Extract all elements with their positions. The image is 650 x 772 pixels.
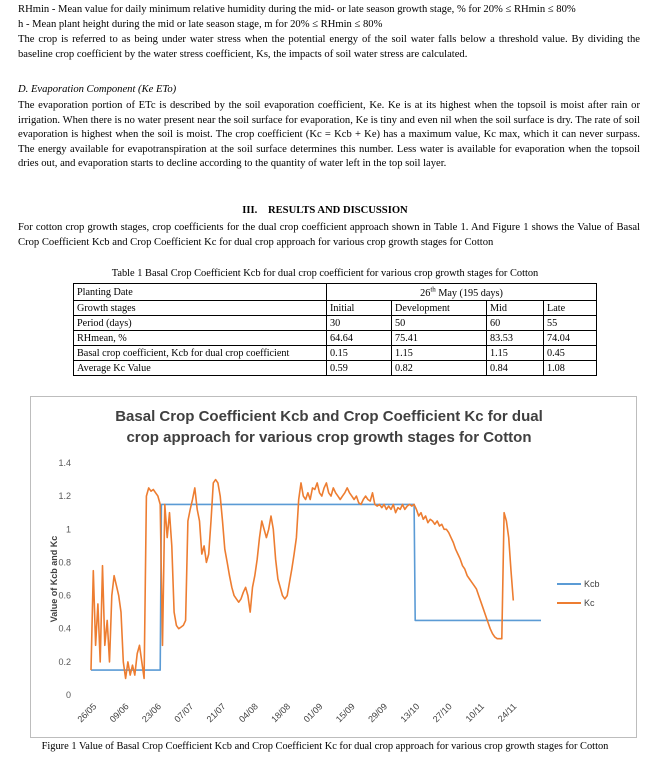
table-cell: 83.53	[487, 331, 544, 346]
y-tick-label: 1.2	[58, 491, 71, 502]
stress-paragraph: The crop is referred to as being under water stress when the potential energy of the soil water falls below a threshold value. By dividing the baseline crop coefficient by the water stress coefficient, Ks, the impacts of soil water stress are calculated.	[18, 34, 640, 60]
table-cell: 1.15	[487, 346, 544, 361]
x-tick-label: 09/06	[107, 701, 131, 725]
y-tick-label: 0.2	[58, 656, 71, 667]
section-heading	[0, 205, 650, 216]
table-row	[74, 331, 597, 346]
evaporation-paragraph: The evaporation portion of ETc is described by the soil evaporation coefficient, Ke. Ke is at its highest when the topsoil is moist after rain or irrigation. When there is no water present near the soil surface for evaporation, Ke is tiny and even nil when the soil surface is dry. The rate of soil evaporation is highest when the soil is moist. The crop coefficient (Kc = Kcb + Ke) has a maximum value, Kc max, which it can never surpass. The energy available for evapotranspiration at the soil surface determines this number. Less water is available for evaporation when the topsoil dries out, and evaporation starts to decline according to the quantity of water left in the top soil layer.	[18, 100, 640, 170]
legend-label-kc: Kc	[584, 598, 595, 608]
table-cell: 0.15	[327, 346, 392, 361]
figure-1-chart	[30, 396, 637, 738]
table-cell: 0.82	[392, 361, 487, 376]
section-d-heading: D. Evaporation Component (Ke ETo)	[18, 84, 177, 95]
table-cell: Period (days)	[74, 316, 327, 331]
table-cell: 1.08	[544, 361, 597, 376]
table-row	[74, 361, 597, 376]
table-cell: Mid	[487, 301, 544, 316]
y-tick-label: 1.4	[58, 458, 71, 468]
legend	[557, 579, 600, 608]
table-row	[74, 284, 597, 301]
planting-date-cell	[327, 284, 597, 301]
table-cell: 0.59	[327, 361, 392, 376]
series-line-kc	[91, 480, 513, 679]
table-cell: 50	[392, 316, 487, 331]
y-axis-label: Value of Kcb and Kc	[49, 535, 59, 623]
x-tick-label: 01/09	[301, 701, 325, 725]
table-row	[74, 301, 597, 316]
legend-label-kcb: Kcb	[584, 579, 600, 589]
table-cell: Development	[392, 301, 487, 316]
figure-caption: Figure 1 Value of Basal Crop Coefficient Kcb and Crop Coefficient Kc for dual crop approach for various crop growth stages for Cotton	[41, 741, 609, 752]
x-tick-label: 27/10	[430, 701, 454, 725]
table-caption: Table 1 Basal Crop Coefficient Kcb for dual crop coefficient for various crop growth stages for Cotton	[111, 268, 539, 279]
chart-svg	[31, 397, 636, 737]
table-cell: 74.04	[544, 331, 597, 346]
x-tick-label: 04/08	[236, 701, 260, 725]
table-cell: Average Kc Value	[74, 361, 327, 376]
y-tick-label: 0.4	[58, 623, 71, 634]
table-cell: 75.41	[392, 331, 487, 346]
x-tick-label: 23/06	[140, 701, 164, 725]
table-cell: 64.64	[327, 331, 392, 346]
table-cell: Late	[544, 301, 597, 316]
y-tick-label: 1	[65, 524, 71, 535]
table-cell: 60	[487, 316, 544, 331]
x-tick-label: 10/11	[463, 701, 487, 724]
chart-title-line-1: Basal Crop Coefficient Kcb and Crop Coefficient Kc for dual	[115, 408, 543, 425]
y-tick-label: 0.6	[58, 590, 71, 601]
planting-date-value: 26th May (195 days)	[420, 286, 503, 300]
y-tick-label: 0	[65, 690, 71, 700]
series-line-kcb	[91, 504, 541, 670]
y-tick-label: 0.8	[58, 557, 71, 568]
coefficient-table	[73, 283, 597, 376]
intro-h-line: h - Mean plant height during the mid or late season stage, m for 20% ≤ RHmin ≤ 80%	[18, 19, 383, 30]
table-cell: 55	[544, 316, 597, 331]
table-cell: 30	[327, 316, 392, 331]
table-cell: Planting Date	[74, 284, 327, 301]
table-cell: 0.45	[544, 346, 597, 361]
x-tick-label: 15/09	[333, 701, 357, 725]
table-cell: Initial	[327, 301, 392, 316]
x-tick-label: 07/07	[172, 701, 196, 725]
table-row	[74, 316, 597, 331]
table-row	[74, 346, 597, 361]
intro-rhmin-line: RHmin - Mean value for daily minimum relative humidity during the mid- or late season growth stage, % for 20% ≤ RHmin ≤ 80%	[18, 4, 576, 15]
section-number: III.	[242, 205, 258, 216]
chart-title-line-2: crop approach for various crop growth stages for Cotton	[126, 429, 532, 446]
results-paragraph: For cotton crop growth stages, crop coefficients for the dual crop coefficient approach shown in Table 1. And Figure 1 shows the Value of Basal Crop Coefficient Kcb and Crop Coefficient Kc for dual crop approach for various crop growth stages for Cotton	[18, 222, 640, 248]
x-tick-label: 24/11	[495, 701, 519, 724]
table-cell: RHmean, %	[74, 331, 327, 346]
series	[91, 480, 541, 679]
x-tick-label: 21/07	[204, 701, 228, 725]
table-cell: Basal crop coefficient, Kcb for dual crop coefficient	[74, 346, 327, 361]
x-tick-label: 13/10	[398, 701, 422, 725]
section-title: RESULTS AND DISCUSSION	[267, 205, 408, 216]
x-tick-label: 18/08	[269, 701, 293, 725]
table-cell: 0.84	[487, 361, 544, 376]
x-tick-label: 29/09	[366, 701, 390, 725]
table-cell: Growth stages	[74, 301, 327, 316]
x-tick-label: 26/05	[75, 701, 99, 725]
table-cell: 1.15	[392, 346, 487, 361]
